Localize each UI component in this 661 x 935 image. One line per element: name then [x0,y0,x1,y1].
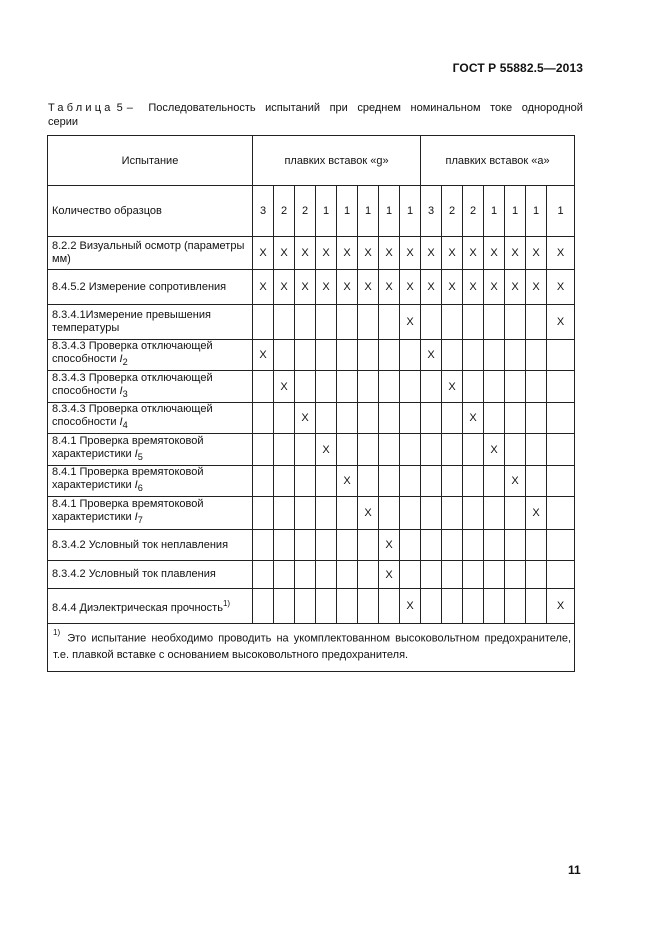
mark-cell: X [337,237,358,270]
mark-cell [400,371,421,403]
mark-cell [295,561,316,589]
mark-cell [442,434,463,466]
caption-word: однородной [521,102,583,114]
test-name-cell [48,270,253,305]
table-row [48,371,575,403]
mark-cell [484,589,505,624]
mark-cell [421,589,442,624]
table-row [48,530,575,561]
current-subscript: 7 [137,515,143,526]
quantity-cell: 1 [526,186,547,237]
mark-cell: X [253,270,274,305]
mark-cell: X [547,237,575,270]
mark-cell [442,403,463,434]
table-row [48,237,575,270]
test-name: 8.4.1 Проверка времятоковой характеристики [52,434,204,460]
mark-cell [505,340,526,371]
mark-cell [526,434,547,466]
test-name: 8.3.4.3 Проверка отключающей способности [52,371,213,397]
caption-line-1 [48,101,583,115]
mark-cell: X [442,371,463,403]
table-row [48,466,575,497]
mark-cell [379,434,400,466]
mark-cell [547,371,575,403]
mark-cell [337,434,358,466]
mark-cell [295,371,316,403]
mark-cell [379,589,400,624]
quantity-cell: 1 [337,186,358,237]
mark-cell: X [400,270,421,305]
mark-cell [400,340,421,371]
current-symbol: I [119,353,123,366]
mark-cell [463,497,484,530]
footnote-mark: 1) [53,628,61,637]
mark-cell [505,403,526,434]
mark-cell [463,305,484,340]
mark-cell [253,530,274,561]
mark-cell: X [337,466,358,497]
mark-cell [295,434,316,466]
quantity-cell: 2 [274,186,295,237]
mark-cell [547,561,575,589]
mark-cell [463,466,484,497]
mark-cell: X [379,237,400,270]
mark-cell: X [463,270,484,305]
mark-cell [547,403,575,434]
mark-cell: X [547,270,575,305]
mark-cell: X [547,305,575,340]
quantity-cell: 1 [358,186,379,237]
mark-cell [358,340,379,371]
mark-cell [463,530,484,561]
mark-cell [274,340,295,371]
mark-cell [463,371,484,403]
mark-cell [421,371,442,403]
mark-cell [463,340,484,371]
mark-cell: X [505,237,526,270]
mark-cell [274,561,295,589]
quantity-label: Количество образцов [48,186,253,237]
mark-cell [547,497,575,530]
current-symbol: I [134,447,138,460]
mark-cell [358,434,379,466]
quantity-cell: 1 [400,186,421,237]
mark-cell [358,589,379,624]
mark-cell [421,530,442,561]
test-name-cell [48,530,253,561]
mark-cell: X [505,466,526,497]
mark-cell [442,589,463,624]
test-name-cell [48,305,253,340]
test-name: 8.3.4.3 Проверка отключающей способности [52,403,213,429]
footnote [48,624,575,672]
mark-cell [379,497,400,530]
mark-cell [484,371,505,403]
mark-cell: X [421,270,442,305]
table-header-row [48,136,575,186]
mark-cell [505,561,526,589]
caption-word: при [329,102,348,114]
mark-cell [484,340,505,371]
mark-cell [295,497,316,530]
test-name: 8.3.4.1Измерение превышения температуры [52,309,211,334]
mark-cell [274,530,295,561]
mark-cell [442,466,463,497]
mark-cell [421,561,442,589]
mark-cell [484,403,505,434]
mark-cell [274,434,295,466]
current-symbol: I [134,479,138,492]
mark-cell: X [505,270,526,305]
test-name: 8.4.4 Диэлектрическая прочность [52,602,223,614]
mark-cell [316,561,337,589]
page-number: 11 [568,863,581,877]
mark-cell: X [274,237,295,270]
mark-cell [505,589,526,624]
mark-cell [316,371,337,403]
mark-cell [400,561,421,589]
mark-cell [316,466,337,497]
current-subscript: 3 [122,389,128,400]
mark-cell [358,561,379,589]
group-header-a: плавких вставок «a» [421,136,575,186]
current-symbol: I [119,416,123,429]
mark-cell [400,434,421,466]
mark-cell [295,305,316,340]
mark-cell [505,497,526,530]
mark-cell [253,589,274,624]
mark-cell [316,589,337,624]
mark-cell [526,561,547,589]
mark-cell: X [421,237,442,270]
mark-cell [316,305,337,340]
mark-cell [442,305,463,340]
test-name: 8.4.5.2 Измерение сопротивления [52,280,227,293]
quantity-cell: 1 [379,186,400,237]
mark-cell [526,530,547,561]
mark-cell [547,466,575,497]
mark-cell [295,530,316,561]
mark-cell [505,371,526,403]
mark-cell [547,434,575,466]
quantity-cell: 1 [505,186,526,237]
mark-cell: X [484,237,505,270]
test-name-cell [48,237,253,270]
footnote-text: Это испытание необходимо проводить на укомплектованном высоковольтном предохранителе, т.е. плавкой вставке с основанием высоковольтного предохранителя. [53,632,572,661]
test-name: 8.3.4.3 Проверка отключающей способности [52,340,213,366]
mark-cell [274,589,295,624]
mark-cell [400,497,421,530]
mark-cell [421,434,442,466]
caption-word: испытаний [265,102,321,114]
mark-cell [358,403,379,434]
table-caption [48,101,583,129]
mark-cell [442,561,463,589]
quantity-cell: 2 [463,186,484,237]
mark-cell [442,530,463,561]
mark-cell: X [442,270,463,305]
test-name-cell [48,466,253,497]
test-name-cell [48,403,253,434]
test-name-cell [48,434,253,466]
mark-cell [421,466,442,497]
mark-cell: X [526,497,547,530]
mark-cell: X [274,371,295,403]
mark-cell: X [379,561,400,589]
mark-cell [358,530,379,561]
quantity-cell: 1 [547,186,575,237]
test-name: 8.4.1 Проверка времятоковой характеристики [52,466,204,492]
table-row [48,403,575,434]
mark-cell [337,305,358,340]
mark-cell [484,466,505,497]
mark-cell [400,403,421,434]
mark-cell [505,434,526,466]
mark-cell [337,371,358,403]
mark-cell: X [295,403,316,434]
column-header-test: Испытание [48,136,253,186]
mark-cell [295,340,316,371]
quantity-cell: 3 [421,186,442,237]
footnote-row [48,624,575,672]
mark-cell [337,530,358,561]
mark-cell [274,305,295,340]
mark-cell [358,466,379,497]
test-name: 8.3.4.2 Условный ток неплавления [52,538,229,551]
current-symbol: I [119,384,123,397]
mark-cell: X [421,340,442,371]
mark-cell: X [358,497,379,530]
table-row [48,340,575,371]
mark-cell [442,497,463,530]
mark-cell [379,466,400,497]
mark-cell [421,305,442,340]
table-row [48,305,575,340]
test-name: 8.4.1 Проверка времятоковой характеристики [52,498,204,524]
quantity-cell: 2 [295,186,316,237]
mark-cell [274,403,295,434]
mark-cell [295,466,316,497]
mark-cell [547,340,575,371]
mark-cell [337,561,358,589]
mark-cell [526,340,547,371]
mark-cell [421,403,442,434]
mark-cell [400,530,421,561]
mark-cell [547,530,575,561]
standard-number: ГОСТ Р 55882.5—2013 [452,61,583,75]
mark-cell [358,371,379,403]
caption-word: Последовательность [148,102,256,114]
test-name-cell [48,561,253,589]
mark-cell: X [442,237,463,270]
mark-cell [526,371,547,403]
table-row [48,497,575,530]
current-symbol: I [134,511,138,524]
mark-cell [484,305,505,340]
current-subscript: 2 [122,357,128,368]
table-row [48,270,575,305]
mark-cell: X [484,434,505,466]
test-name-cell [48,497,253,530]
mark-cell [505,305,526,340]
mark-cell [253,466,274,497]
mark-cell: X [316,270,337,305]
mark-cell [379,403,400,434]
mark-cell [379,305,400,340]
mark-cell [316,530,337,561]
mark-cell [526,403,547,434]
mark-cell: X [463,403,484,434]
mark-cell [274,497,295,530]
mark-cell: X [400,589,421,624]
mark-cell [463,589,484,624]
mark-cell [463,561,484,589]
current-subscript: 6 [137,483,143,494]
quantity-cell: 1 [484,186,505,237]
mark-cell: X [526,270,547,305]
mark-cell [526,305,547,340]
table-row [48,561,575,589]
caption-word: среднем [357,102,401,114]
mark-cell [253,561,274,589]
quantity-cell: 3 [253,186,274,237]
mark-cell [337,340,358,371]
mark-cell [316,403,337,434]
test-name: 8.2.2 Визуальный осмотр (параметры мм) [52,240,245,265]
quantity-cell: 1 [316,186,337,237]
test-name-cell [48,371,253,403]
mark-cell [253,434,274,466]
mark-cell: X [358,237,379,270]
mark-cell: X [400,305,421,340]
mark-cell [274,466,295,497]
mark-cell: X [295,237,316,270]
mark-cell: X [400,237,421,270]
test-sequence-table [47,135,575,672]
mark-cell: X [295,270,316,305]
current-subscript: 5 [137,452,143,463]
mark-cell [253,305,274,340]
mark-cell [379,371,400,403]
mark-cell [526,589,547,624]
quantity-cell: 2 [442,186,463,237]
quantity-row [48,186,575,237]
mark-cell [253,403,274,434]
mark-cell [505,530,526,561]
mark-cell [253,371,274,403]
mark-cell: X [379,530,400,561]
mark-cell [526,466,547,497]
mark-cell [442,340,463,371]
mark-cell: X [253,340,274,371]
mark-cell: X [337,270,358,305]
caption-word: номинальном [410,102,481,114]
mark-cell: X [526,237,547,270]
table-row [48,434,575,466]
mark-cell [337,403,358,434]
mark-cell [295,589,316,624]
test-name: 8.3.4.2 Условный ток плавления [52,568,216,580]
mark-cell [484,497,505,530]
mark-cell [337,589,358,624]
mark-cell: X [463,237,484,270]
mark-cell [484,530,505,561]
mark-cell: X [379,270,400,305]
mark-cell [253,497,274,530]
mark-cell [316,340,337,371]
table-row [48,589,575,624]
mark-cell: X [274,270,295,305]
mark-cell: X [316,434,337,466]
mark-cell [358,305,379,340]
mark-cell [316,497,337,530]
mark-cell: X [253,237,274,270]
mark-cell: X [358,270,379,305]
test-name-cell [48,589,253,624]
test-name-cell [48,340,253,371]
footnote-reference: 1) [222,599,231,608]
caption-word: токе [490,102,513,114]
mark-cell [379,340,400,371]
mark-cell [337,497,358,530]
group-header-g: плавких вставок «g» [253,136,421,186]
caption-line-2: серии [48,116,79,128]
mark-cell [421,497,442,530]
mark-cell: X [316,237,337,270]
mark-cell: X [484,270,505,305]
caption-label: Таблица 5 – [48,102,133,114]
mark-cell: X [547,589,575,624]
current-subscript: 4 [122,420,128,431]
mark-cell [463,434,484,466]
mark-cell [484,561,505,589]
mark-cell [400,466,421,497]
